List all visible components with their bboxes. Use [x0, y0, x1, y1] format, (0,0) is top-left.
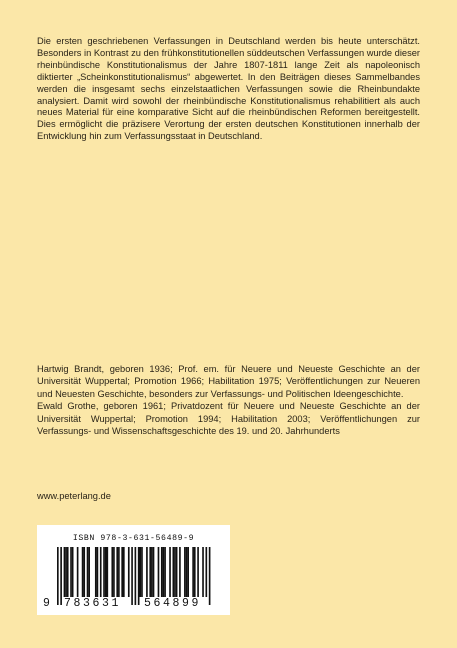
- barcode-bar: [140, 547, 142, 597]
- barcode-bar: [107, 547, 109, 597]
- barcode-bar: [70, 547, 72, 597]
- barcode-bar: [164, 547, 166, 597]
- barcode-bar: [64, 547, 66, 597]
- barcode-left-digits: 783631: [64, 597, 122, 610]
- barcode-bar: [103, 547, 105, 597]
- barcode-bar: [194, 547, 196, 597]
- isbn-barcode: [37, 525, 230, 615]
- barcode-bar: [131, 547, 133, 605]
- barcode-bar: [121, 547, 123, 597]
- barcode-bar: [158, 547, 160, 597]
- author-bio-grothe: Ewald Grothe, geboren 1961; Privatdozent für Neuere und Neueste Geschichte an der Universität Wuppertal; Promotion 1994; Habilitation 2003; Veröffentlichungen zur Verfassungs- und Wissenschaftsgeschichte des 19. und 20. Jahrhunderts: [37, 401, 420, 437]
- barcode-bar: [186, 547, 188, 597]
- barcode-bar: [95, 547, 97, 597]
- barcode-bar: [161, 547, 163, 597]
- barcode-bar: [192, 547, 194, 597]
- book-description: Die ersten geschriebenen Verfassungen in Deutschland werden bis heute unterschätzt. Besonders in Kontrast zu den frühkonstitutionellen süddeutschen Verfassungen wurde dieser rheinbündische Konstitutionalismus der Jahre 1807-1811 lange Zeit als napoleonisch diktierter „Scheinkonstitutionalismus“ abgewertet. In den Beiträgen dieses Sammelbandes werden die insgesamt sechs einzelstaatlichen Verfassungen sowie die Rheinbundakte analysiert. Damit wird sowohl der rheinbündische Konstitutionalismus rehabilitiert als auch neues Material für eine komparative Sicht auf die rheinbündischen Reformen bereitgestellt. Dies ermöglicht die präzisere Verortung der ersten deutschen Konstitutionen innerhalb der Entwicklung hin zum Verfassungsstaat in Deutschland.: [37, 36, 420, 142]
- barcode-bar: [105, 547, 107, 597]
- barcode-bar: [57, 547, 59, 605]
- barcode-bar: [174, 547, 176, 597]
- barcode-bar: [128, 547, 130, 597]
- barcode-bar: [202, 547, 204, 597]
- author-bio-brandt: Hartwig Brandt, geboren 1936; Prof. em. für Neuere und Neueste Geschichte an der Universität Wuppertal; Promotion 1966; Habilitation 1975; Veröffentlichungen zur Neueren und Neuesten Geschichte, besonders zur Verfassungs- und Politischen Ideengeschichte.: [37, 364, 420, 399]
- barcode-bar: [197, 547, 199, 597]
- barcode-bar: [87, 547, 89, 597]
- barcode-bar: [88, 547, 90, 597]
- barcode-bar: [65, 547, 67, 597]
- barcode-bar: [77, 547, 79, 597]
- barcode-bar: [153, 547, 155, 597]
- barcode-bar: [184, 547, 186, 597]
- isbn-label: ISBN 978-3-631-56489-9: [72, 534, 195, 543]
- barcode-bar: [173, 547, 175, 597]
- barcode-bar: [138, 547, 140, 605]
- barcode-bar: [113, 547, 115, 597]
- barcode-bar: [67, 547, 69, 597]
- barcode-bar: [176, 547, 178, 597]
- barcode-bar: [118, 547, 120, 597]
- barcode-bar: [100, 547, 102, 597]
- barcode-bar: [179, 547, 181, 597]
- barcode-bar: [209, 547, 211, 605]
- barcode-bar: [135, 547, 137, 605]
- barcode-bar: [116, 547, 118, 597]
- barcode-bar: [163, 547, 165, 597]
- barcode-bar: [111, 547, 113, 597]
- author-bios: [37, 363, 420, 437]
- barcode-right-digits: 564899: [144, 597, 202, 610]
- barcode-bar: [146, 547, 148, 597]
- barcode-bar: [149, 547, 151, 597]
- publisher-website: www.peterlang.de: [37, 491, 111, 501]
- barcode-bar: [206, 547, 208, 597]
- barcode-bar: [97, 547, 99, 597]
- barcode-bar: [169, 547, 171, 597]
- barcode-bar: [72, 547, 74, 597]
- barcode-bar: [60, 547, 62, 605]
- barcode-bar: [187, 547, 189, 597]
- barcode-bar: [151, 547, 153, 597]
- barcode-bar: [82, 547, 84, 597]
- barcode-bar: [141, 547, 143, 597]
- barcode-bar: [83, 547, 85, 597]
- barcode-first-digit: 9: [43, 597, 50, 610]
- barcode-bar: [123, 547, 125, 597]
